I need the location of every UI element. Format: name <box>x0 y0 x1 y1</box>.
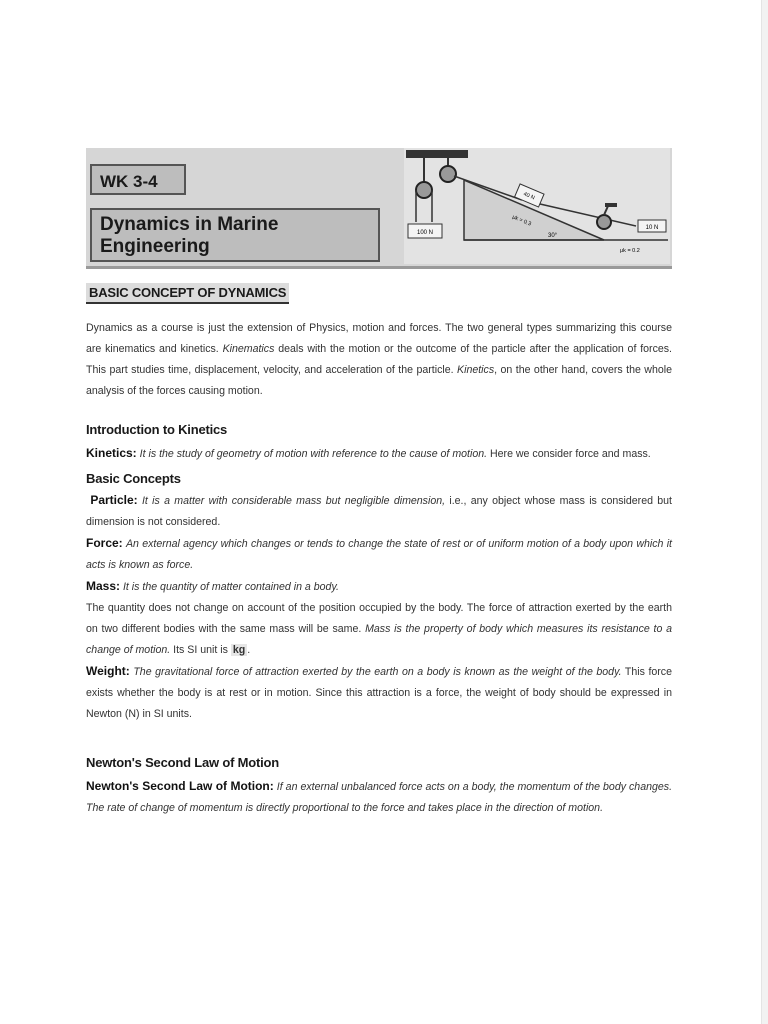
title-line-1: Dynamics in Marine <box>100 214 279 235</box>
end-mu-label: μk = 0.2 <box>620 248 640 254</box>
mass-def-text: It is the quantity of matter contained in a body. <box>122 581 339 593</box>
angle-label: 30° <box>548 233 558 239</box>
mass-paragraph <box>86 598 672 661</box>
week-label: WK 3-4 <box>90 164 186 195</box>
block-label: 100 N <box>416 230 434 236</box>
particle-def-text: It is a matter with considerable mass but negligible dimension, <box>141 495 446 507</box>
pulley-incline-diagram <box>404 148 670 264</box>
mass-definition <box>86 576 672 598</box>
newton-definition <box>86 776 672 819</box>
force-definition <box>86 533 672 576</box>
kinetics-rest-text: Here we consider force and mass. <box>487 448 651 460</box>
end-block-label: 10 N <box>645 225 659 231</box>
mass-period: . <box>247 644 251 656</box>
newton-label: Newton's Second Law of Motion: <box>86 779 274 793</box>
particle-definition <box>86 490 672 533</box>
intro-text-2: deals with the motion or the outcome of the particle after the application of forces. This part studies time, displacement, velocity, and acceleration of the particle. <box>86 343 672 376</box>
particle-rest-text: i.e., any object whose mass is considered but dimension is not considered. <box>86 495 673 528</box>
force-def-text: An external agency which changes or tends to change the state of rest or of uniform motion of a body upon which it acts is known as force. <box>86 538 672 571</box>
mass-unit: kg <box>232 644 246 656</box>
kinetics-def-text: It is the study of geometry of motion with reference to the cause of motion. <box>139 448 488 460</box>
weight-definition <box>86 661 672 725</box>
section-title: BASIC CONCEPT OF DYNAMICS <box>86 283 289 304</box>
weight-label: Weight: <box>86 664 130 678</box>
newton-heading: Newton's Second Law of Motion <box>86 755 280 770</box>
kinetics-label: Kinetics: <box>86 446 137 460</box>
force-label: Force: <box>86 536 123 550</box>
mass-property-text: Mass is the property of body which measures its resistance to a change of motion. <box>86 623 673 656</box>
mass-para-text: The quantity does not change on account of the position occupied by the body. The force of attraction exerted by the earth on two different bodies with the same mass will be same. <box>86 602 672 635</box>
mass-si-text: Its SI unit is <box>170 644 231 656</box>
kinetics-definition <box>86 443 672 465</box>
basic-concepts-heading: Basic Concepts <box>86 471 181 486</box>
intro-text-1: Dynamics as a course is just the extension of Physics, motion and forces. The two general types summarizing this course are kinematics and kinetics. <box>86 322 672 355</box>
header-banner <box>86 148 672 269</box>
kinetics-term: Kinetics <box>457 364 495 376</box>
page-title <box>90 208 380 262</box>
kinematics-term: Kinematics <box>222 343 275 355</box>
mu-label: μk = 0.3 <box>511 214 532 228</box>
mass-label: Mass: <box>86 579 121 593</box>
slope-block-label: 40 N <box>522 191 536 202</box>
weight-rest-text: This force exists whether the body is at rest or in motion. Since this attraction is a force, the weight of body should be expressed in Newton (N) in SI units. <box>86 666 672 720</box>
weight-def-text: The gravitational force of attraction exerted by the earth on a body is known as the weight of the body. <box>133 666 622 678</box>
kinetics-heading: Introduction to Kinetics <box>86 422 228 437</box>
title-line-2: Engineering <box>100 236 210 257</box>
newton-def-text: If an external unbalanced force acts on a body, the momentum of the body changes. The rate of change of momentum is directly proportional to the force and takes place in the direction of motion. <box>86 781 673 814</box>
document-page <box>86 148 672 819</box>
scrollbar-track[interactable] <box>761 0 768 1024</box>
intro-text-3: , on the other hand, covers the whole analysis of the forces causing motion. <box>86 364 672 397</box>
particle-label: Particle: <box>90 493 138 507</box>
intro-paragraph <box>86 318 672 402</box>
